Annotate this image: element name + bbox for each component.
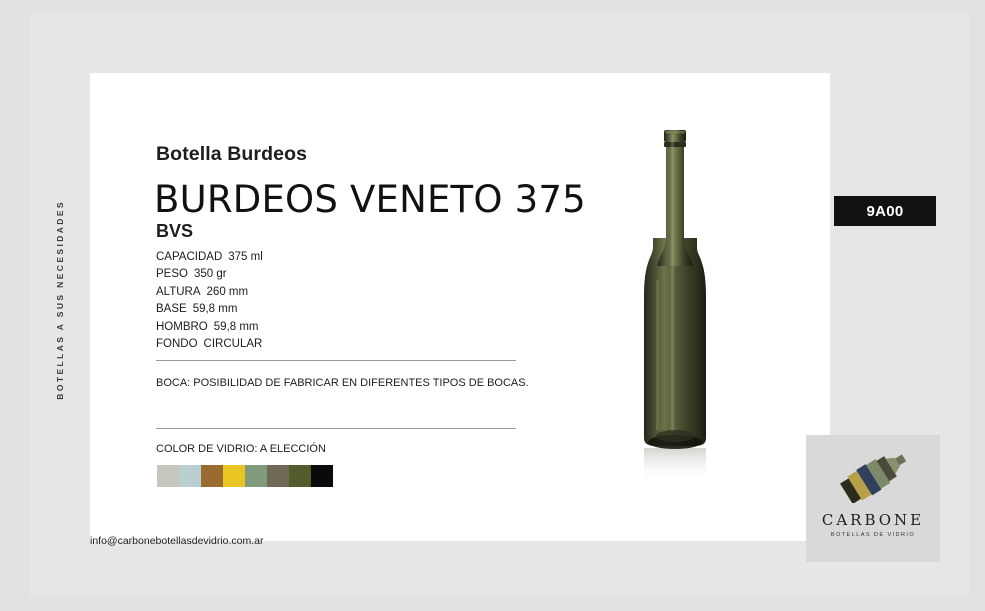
spec-key: ALTURA [156,285,201,298]
product-code: BVS [156,221,194,241]
spec-key: BASE [156,303,187,316]
spec-row [156,319,456,336]
color-swatch[interactable] [223,465,245,487]
frame-right [969,0,985,611]
divider-bottom [156,428,516,429]
spec-value: 59,8 mm [213,320,259,333]
spec-row [156,266,456,283]
spec-value: 350 gr [193,268,227,281]
boca-note: BOCA: POSIBILIDAD DE FABRICAR EN DIFERENTES TIPOS DE BOCAS. [156,377,529,389]
spec-key: HOMBRO [156,320,208,333]
color-swatch[interactable] [245,465,267,487]
divider-top [156,360,516,361]
spec-key: CAPACIDAD [156,251,223,263]
bottle-image [620,120,730,520]
contact-email[interactable]: info@carbonebotellasdevidrio.com.ar [90,535,264,547]
spec-row [156,284,456,301]
color-swatch[interactable] [201,465,223,487]
spec-row [156,301,456,318]
badge-code-label: 9A00 [866,202,904,220]
glass-color-label: COLOR DE VIDRIO: A ELECCIÓN [156,443,326,455]
spec-value: 375 ml [228,251,263,263]
logo-bottles-icon [827,449,919,503]
product-title: BURDEOS VENETO 375 [154,178,586,221]
spec-key: FONDO [156,338,198,351]
spec-row [156,249,456,266]
spec-value: CIRCULAR [203,338,263,351]
spec-row [156,336,456,353]
vertical-tagline-label: BOTELLAS A SUS NECESIDADES [55,200,65,400]
spec-value: 59,8 mm [192,303,238,316]
spec-key: PESO [156,268,188,281]
logo-tagline: BOTELLAS DE VIDRIO [830,532,916,538]
frame-left [0,0,30,611]
vertical-tagline [30,150,90,450]
color-swatch[interactable] [179,465,201,487]
color-swatch[interactable] [157,465,179,487]
spec-list [156,249,456,353]
product-subtitle: Botella Burdeos [156,143,308,165]
spec-value: 260 mm [206,285,249,298]
status-badge [834,196,936,226]
logo-name: CARBONE [821,511,925,529]
color-swatch[interactable] [267,465,289,487]
frame-bottom [0,597,985,611]
frame-top [0,0,985,14]
color-swatch[interactable] [311,465,333,487]
color-swatch-row [157,465,333,487]
company-logo [806,435,940,562]
color-swatch[interactable] [289,465,311,487]
